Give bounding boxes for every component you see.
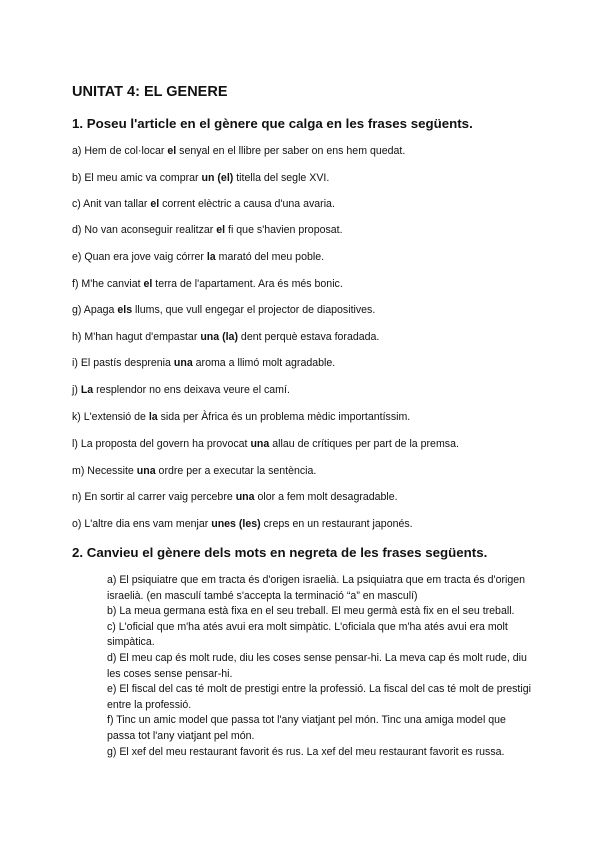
- exercise-item: b) El meu amic va comprar un (el) titella del segle XVI.: [72, 172, 330, 184]
- exercise-item: b) La meua germana està fixa en el seu treball. El meu germà està fix en el seu treball.: [107, 605, 515, 618]
- exercise-item: d) No van aconseguir realitzar el fi que s'havien proposat.: [72, 224, 343, 236]
- exercise-item: k) L'extensió de la sida per Àfrica és un problema mèdic importantíssim.: [72, 411, 411, 423]
- exercise-item: j) La resplendor no ens deixava veure el camí.: [72, 384, 290, 396]
- section-1-heading: 1. Poseu l'article en el gènere que calga en les frases següents.: [72, 116, 473, 131]
- exercise-item: e) El fiscal del cas té molt de prestigi entre la professió. La fiscal del cas té molt de prestigi entre la professió.: [107, 683, 531, 711]
- exercise-item: i) El pastís desprenia una aroma a llimó molt agradable.: [72, 357, 336, 369]
- section-2-list: [107, 573, 532, 760]
- page-title: UNITAT 4: EL GENERE: [72, 84, 228, 100]
- exercise-item: a) Hem de col·locar el senyal en el llibre per saber on ens hem quedat.: [72, 145, 406, 157]
- exercise-item: f) Tinc un amic model que passa tot l'any viatjant pel món. Tinc una amiga model que passa tot l'any viatjant pel món.: [107, 714, 506, 742]
- exercise-item: o) L'altre dia ens vam menjar unes (les) creps en un restaurant japonés.: [72, 518, 413, 530]
- exercise-item: a) El psiquiatre que em tracta és d'origen israelià. La psiquiatra que em tracta és d'origen israelià. (en masculí també s'accepta la terminació “a” en masculí): [107, 574, 526, 602]
- section-2-heading: 2. Canvieu el gènere dels mots en negreta de les frases següents.: [72, 545, 488, 560]
- exercise-item: d) El meu cap és molt rude, diu les coses sense pensar-hi. La meva cap és molt rude, diu les coses sense pensar-hi.: [107, 651, 527, 680]
- exercise-item: g) El xef del meu restaurant favorit és rus. La xef del meu restaurant favorit es russa.: [107, 745, 505, 758]
- exercise-item: f) M'he canviat el terra de l'apartament. Ara és més bonic.: [72, 278, 343, 290]
- exercise-item: g) Apaga els llums, que vull engegar el projector de diapositives.: [72, 304, 376, 316]
- exercise-item: e) Quan era jove vaig córrer la marató del meu poble.: [72, 251, 325, 263]
- exercise-item: h) M'han hagut d'empastar una (la) dent perquè estava foradada.: [72, 331, 380, 343]
- exercise-item: m) Necessite una ordre per a executar la sentència.: [72, 465, 317, 477]
- exercise-item: n) En sortir al carrer vaig percebre una olor a fem molt desagradable.: [72, 491, 398, 503]
- exercise-item: c) L'oficial que m'ha atés avui era molt simpàtic. L'oficiala que m'ha atés avui era molt simpàtica.: [107, 620, 508, 649]
- exercise-item: l) La proposta del govern ha provocat una allau de crítiques per part de la premsa.: [72, 438, 459, 450]
- exercise-item: c) Anit van tallar el corrent elèctric a causa d'una avaria.: [72, 198, 335, 210]
